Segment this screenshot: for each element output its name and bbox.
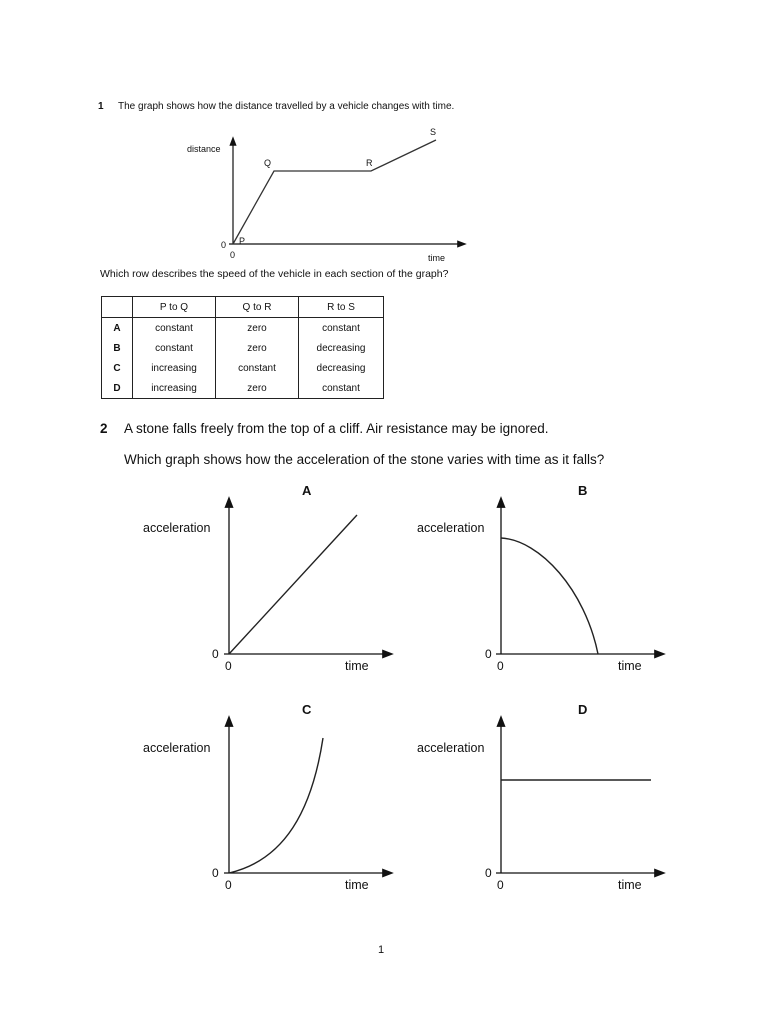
question-2-number: 2 <box>100 421 108 436</box>
table-header-blank <box>102 297 133 318</box>
cell-p-to-q: increasing <box>133 358 216 378</box>
origin-y-label: 0 <box>221 240 227 250</box>
table-header-q-to-r: Q to R <box>216 297 299 318</box>
graph-c-y-label: acceleration <box>143 741 211 755</box>
graph-c-curve <box>229 738 323 873</box>
question-2-text-line <box>100 421 548 436</box>
row-key: A <box>102 318 133 339</box>
table-row <box>102 358 384 378</box>
table-header-p-to-q: P to Q <box>133 297 216 318</box>
cell-p-to-q: constant <box>133 318 216 339</box>
row-key: B <box>102 338 133 358</box>
cell-q-to-r: constant <box>216 358 299 378</box>
distance-line <box>233 140 436 244</box>
table-row <box>102 318 384 339</box>
graph-d-origin-y: 0 <box>485 866 492 880</box>
cell-r-to-s: constant <box>299 318 384 339</box>
graph-a-origin-y: 0 <box>212 647 219 661</box>
graph-c-origin-y: 0 <box>212 866 219 880</box>
distance-time-graph <box>0 0 768 270</box>
page-number: 1 <box>378 944 385 956</box>
graph-a-origin-x: 0 <box>225 659 232 673</box>
cell-p-to-q: increasing <box>133 378 216 399</box>
graph-b-x-label: time <box>618 659 642 673</box>
graph-d <box>417 702 660 892</box>
row-key: C <box>102 358 133 378</box>
graph-a-line <box>229 515 357 654</box>
graph-b-origin-y: 0 <box>485 647 492 661</box>
question-1-prompt: Which row describes the speed of the vehicle in each section of the graph? <box>100 268 449 280</box>
question-1-text: The graph shows how the distance travelled by a vehicle changes with time. <box>118 101 455 112</box>
graph-a-x-label: time <box>345 659 369 673</box>
graph-a-y-label: acceleration <box>143 521 211 535</box>
cell-r-to-s: decreasing <box>299 338 384 358</box>
point-q-label: Q <box>264 158 272 168</box>
graph-d-letter: D <box>578 702 588 717</box>
cell-r-to-s: decreasing <box>299 358 384 378</box>
graph-a <box>143 483 388 673</box>
question-2-prompt: Which graph shows how the acceleration of the stone varies with time as it falls? <box>124 452 605 467</box>
table-header-r-to-s: R to S <box>299 297 384 318</box>
point-r-label: R <box>366 158 373 168</box>
graph-d-y-label: acceleration <box>417 741 485 755</box>
graph-b-origin-x: 0 <box>497 659 504 673</box>
graph-d-origin-x: 0 <box>497 878 504 892</box>
cell-q-to-r: zero <box>216 318 299 339</box>
graph-b <box>417 483 660 673</box>
graph-b-curve <box>501 538 598 654</box>
graph-c-x-label: time <box>345 878 369 892</box>
point-p-label: P <box>239 236 246 246</box>
graph-b-letter: B <box>578 483 588 498</box>
graph-c-letter: C <box>302 702 312 717</box>
distance-axis-label: distance <box>187 144 221 154</box>
graph-c-origin-x: 0 <box>225 878 232 892</box>
question-2-text: A stone falls freely from the top of a cliff. Air resistance may be ignored. <box>124 421 549 436</box>
table-header-row <box>102 297 384 318</box>
time-axis-label: time <box>428 253 446 263</box>
point-s-label: S <box>430 127 437 137</box>
origin-x-label: 0 <box>230 250 236 260</box>
table-row <box>102 338 384 358</box>
table-row <box>102 378 384 399</box>
cell-r-to-s: constant <box>299 378 384 399</box>
graph-d-x-label: time <box>618 878 642 892</box>
row-key: D <box>102 378 133 399</box>
question-1-number: 1 <box>98 101 104 112</box>
cell-p-to-q: constant <box>133 338 216 358</box>
cell-q-to-r: zero <box>216 378 299 399</box>
acceleration-graphs <box>0 470 768 900</box>
cell-q-to-r: zero <box>216 338 299 358</box>
answer-options-table <box>101 296 384 399</box>
graph-c <box>143 702 388 892</box>
graph-b-y-label: acceleration <box>417 521 485 535</box>
graph-a-letter: A <box>302 483 312 498</box>
